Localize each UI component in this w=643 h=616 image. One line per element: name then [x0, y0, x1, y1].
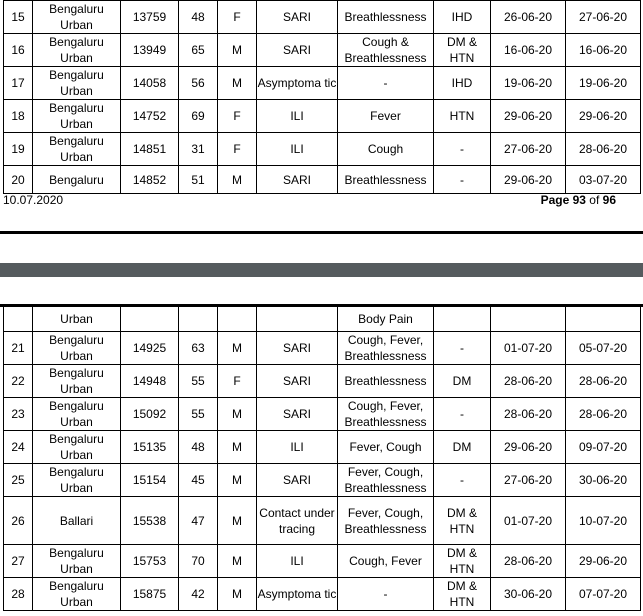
cell-no: 26: [4, 497, 33, 545]
table-row: [4, 166, 641, 194]
cell-patient-id: 14948: [121, 365, 179, 398]
table-row: [4, 365, 641, 398]
cell-district: Bengaluru Urban: [33, 332, 121, 365]
cell-sample-date: 28-06-20: [491, 365, 566, 398]
cell-type: SARI: [257, 464, 338, 497]
cell-sex: M: [218, 166, 257, 194]
cell-type: [257, 307, 338, 332]
cell-sex: M: [218, 578, 257, 611]
table-row: [4, 133, 641, 166]
cell-patient-id: 14851: [121, 133, 179, 166]
cell-sex: F: [218, 365, 257, 398]
cell-age: 45: [179, 464, 218, 497]
cell-no: 28: [4, 578, 33, 611]
cell-type: SARI: [257, 166, 338, 194]
cell-result-date: 09-07-20: [566, 431, 641, 464]
cell-age: [179, 307, 218, 332]
cell-district: Bengaluru Urban: [33, 398, 121, 431]
cell-result-date: 29-06-20: [566, 100, 641, 133]
cell-no: 23: [4, 398, 33, 431]
cell-patient-id: 15753: [121, 545, 179, 578]
table-row: [4, 431, 641, 464]
cell-result-date: [566, 307, 641, 332]
cell-result-date: 05-07-20: [566, 332, 641, 365]
cell-type: SARI: [257, 365, 338, 398]
cell-district: Bengaluru Urban: [33, 133, 121, 166]
cell-district: Bengaluru Urban: [33, 431, 121, 464]
cell-result-date: 28-06-20: [566, 133, 641, 166]
cell-result-date: 28-06-20: [566, 398, 641, 431]
page-94-fragment: [0, 306, 643, 616]
cell-age: 56: [179, 67, 218, 100]
cell-district: Bengaluru Urban: [33, 100, 121, 133]
cell-district: Bengaluru Urban: [33, 545, 121, 578]
cell-type: SARI: [257, 398, 338, 431]
cell-symptoms: Cough, Fever, Breathlessness: [338, 332, 434, 365]
cell-symptoms: Cough & Breathlessness: [338, 34, 434, 67]
cell-patient-id: 15154: [121, 464, 179, 497]
cell-sample-date: 27-06-20: [491, 464, 566, 497]
cell-patient-id: 15092: [121, 398, 179, 431]
table-row: [4, 578, 641, 611]
cell-comorbidity: DM: [434, 365, 491, 398]
cell-patient-id: 14752: [121, 100, 179, 133]
cell-patient-id: 14925: [121, 332, 179, 365]
cell-no: 22: [4, 365, 33, 398]
table-row: [4, 1, 641, 34]
cell-comorbidity: [434, 307, 491, 332]
cell-age: 70: [179, 545, 218, 578]
cell-type: Asymptoma tic: [257, 67, 338, 100]
cell-sex: F: [218, 133, 257, 166]
page-number: Page 93 of 96: [540, 193, 616, 207]
cell-comorbidity: -: [434, 133, 491, 166]
cell-type: ILI: [257, 545, 338, 578]
cell-district: Urban: [33, 307, 121, 332]
cell-age: 42: [179, 578, 218, 611]
cell-symptoms: Fever: [338, 100, 434, 133]
cell-comorbidity: DM & HTN: [434, 497, 491, 545]
cell-patient-id: 15875: [121, 578, 179, 611]
cell-symptoms: Body Pain: [338, 307, 434, 332]
cell-no: 24: [4, 431, 33, 464]
cell-symptoms: Fever, Cough: [338, 431, 434, 464]
cell-no: 20: [4, 166, 33, 194]
table-row: [4, 34, 641, 67]
cell-patient-id: 15135: [121, 431, 179, 464]
cell-comorbidity: HTN: [434, 100, 491, 133]
cell-type: ILI: [257, 100, 338, 133]
cell-result-date: 03-07-20: [566, 166, 641, 194]
cell-age: 48: [179, 1, 218, 34]
cell-result-date: 29-06-20: [566, 545, 641, 578]
cell-sex: M: [218, 67, 257, 100]
cell-sample-date: 29-06-20: [491, 166, 566, 194]
cell-district: Bengaluru: [33, 166, 121, 194]
cell-patient-id: 13949: [121, 34, 179, 67]
cell-symptoms: Breathlessness: [338, 1, 434, 34]
cell-no: 18: [4, 100, 33, 133]
cell-type: ILI: [257, 431, 338, 464]
cell-sample-date: 19-06-20: [491, 67, 566, 100]
cell-sample-date: 29-06-20: [491, 100, 566, 133]
cell-age: 69: [179, 100, 218, 133]
cell-symptoms: Cough, Fever: [338, 545, 434, 578]
cell-result-date: 28-06-20: [566, 365, 641, 398]
cell-age: 48: [179, 431, 218, 464]
cell-comorbidity: DM & HTN: [434, 545, 491, 578]
cell-age: 63: [179, 332, 218, 365]
cell-no: [4, 307, 33, 332]
cell-district: Bengaluru Urban: [33, 67, 121, 100]
cell-patient-id: [121, 307, 179, 332]
cell-no: 21: [4, 332, 33, 365]
patient-table-page-93: [3, 0, 641, 194]
cell-symptoms: Cough: [338, 133, 434, 166]
cell-age: 31: [179, 133, 218, 166]
cell-result-date: 07-07-20: [566, 578, 641, 611]
cell-symptoms: Breathlessness: [338, 365, 434, 398]
cell-comorbidity: -: [434, 398, 491, 431]
page-gap-band: [0, 263, 643, 277]
cell-sex: F: [218, 100, 257, 133]
cell-sex: F: [218, 1, 257, 34]
cell-result-date: 30-06-20: [566, 464, 641, 497]
page-divider-top: [0, 231, 643, 234]
cell-sample-date: [491, 307, 566, 332]
cell-comorbidity: -: [434, 464, 491, 497]
cell-comorbidity: -: [434, 332, 491, 365]
cell-comorbidity: -: [434, 166, 491, 194]
cell-age: 51: [179, 166, 218, 194]
cell-sex: M: [218, 545, 257, 578]
cell-result-date: 16-06-20: [566, 34, 641, 67]
cell-sex: M: [218, 464, 257, 497]
cell-no: 19: [4, 133, 33, 166]
cell-sample-date: 01-07-20: [491, 332, 566, 365]
cell-type: SARI: [257, 1, 338, 34]
cell-sex: M: [218, 34, 257, 67]
cell-no: 17: [4, 67, 33, 100]
cell-sample-date: 28-06-20: [491, 398, 566, 431]
cell-comorbidity: IHD: [434, 67, 491, 100]
cell-sample-date: 28-06-20: [491, 545, 566, 578]
table-row: [4, 464, 641, 497]
table-row: [4, 67, 641, 100]
cell-patient-id: 15538: [121, 497, 179, 545]
table-row: [4, 398, 641, 431]
cell-sex: M: [218, 332, 257, 365]
cell-type: ILI: [257, 133, 338, 166]
cell-comorbidity: DM & HTN: [434, 578, 491, 611]
cell-symptoms: Fever, Cough, Breathlessness: [338, 464, 434, 497]
cell-district: Ballari: [33, 497, 121, 545]
cell-result-date: 27-06-20: [566, 1, 641, 34]
page-93-fragment: [0, 0, 643, 234]
cell-sample-date: 26-06-20: [491, 1, 566, 34]
cell-sample-date: 27-06-20: [491, 133, 566, 166]
cell-patient-id: 14852: [121, 166, 179, 194]
page-footer: [3, 193, 640, 211]
cell-district: Bengaluru Urban: [33, 365, 121, 398]
cell-type: Asymptoma tic: [257, 578, 338, 611]
cell-district: Bengaluru Urban: [33, 1, 121, 34]
cell-sample-date: 01-07-20: [491, 497, 566, 545]
cell-type: SARI: [257, 332, 338, 365]
cell-type: Contact under tracing: [257, 497, 338, 545]
cell-sex: M: [218, 431, 257, 464]
cell-sex: [218, 307, 257, 332]
cell-comorbidity: IHD: [434, 1, 491, 34]
cell-result-date: 19-06-20: [566, 67, 641, 100]
cell-no: 16: [4, 34, 33, 67]
table-row: [4, 100, 641, 133]
cell-sex: M: [218, 497, 257, 545]
table-row: [4, 332, 641, 365]
cell-no: 27: [4, 545, 33, 578]
cell-district: Bengaluru Urban: [33, 464, 121, 497]
cell-sample-date: 29-06-20: [491, 431, 566, 464]
patient-table-page-94: [3, 306, 641, 611]
cell-no: 25: [4, 464, 33, 497]
table-row-continuation: [4, 307, 641, 332]
cell-no: 15: [4, 1, 33, 34]
cell-age: 47: [179, 497, 218, 545]
cell-district: Bengaluru Urban: [33, 578, 121, 611]
cell-symptoms: -: [338, 67, 434, 100]
cell-patient-id: 14058: [121, 67, 179, 100]
cell-sample-date: 16-06-20: [491, 34, 566, 67]
cell-symptoms: Fever, Cough, Breathlessness: [338, 497, 434, 545]
cell-type: SARI: [257, 34, 338, 67]
cell-comorbidity: DM & HTN: [434, 34, 491, 67]
cell-age: 55: [179, 365, 218, 398]
cell-symptoms: Breathlessness: [338, 166, 434, 194]
cell-sample-date: 30-06-20: [491, 578, 566, 611]
cell-symptoms: -: [338, 578, 434, 611]
cell-comorbidity: DM: [434, 431, 491, 464]
cell-patient-id: 13759: [121, 1, 179, 34]
cell-age: 55: [179, 398, 218, 431]
report-date: 10.07.2020: [3, 193, 64, 207]
cell-result-date: 10-07-20: [566, 497, 641, 545]
cell-district: Bengaluru Urban: [33, 34, 121, 67]
table-row: [4, 545, 641, 578]
table-row: [4, 497, 641, 545]
cell-symptoms: Cough, Fever, Breathlessness: [338, 398, 434, 431]
cell-age: 65: [179, 34, 218, 67]
cell-sex: M: [218, 398, 257, 431]
